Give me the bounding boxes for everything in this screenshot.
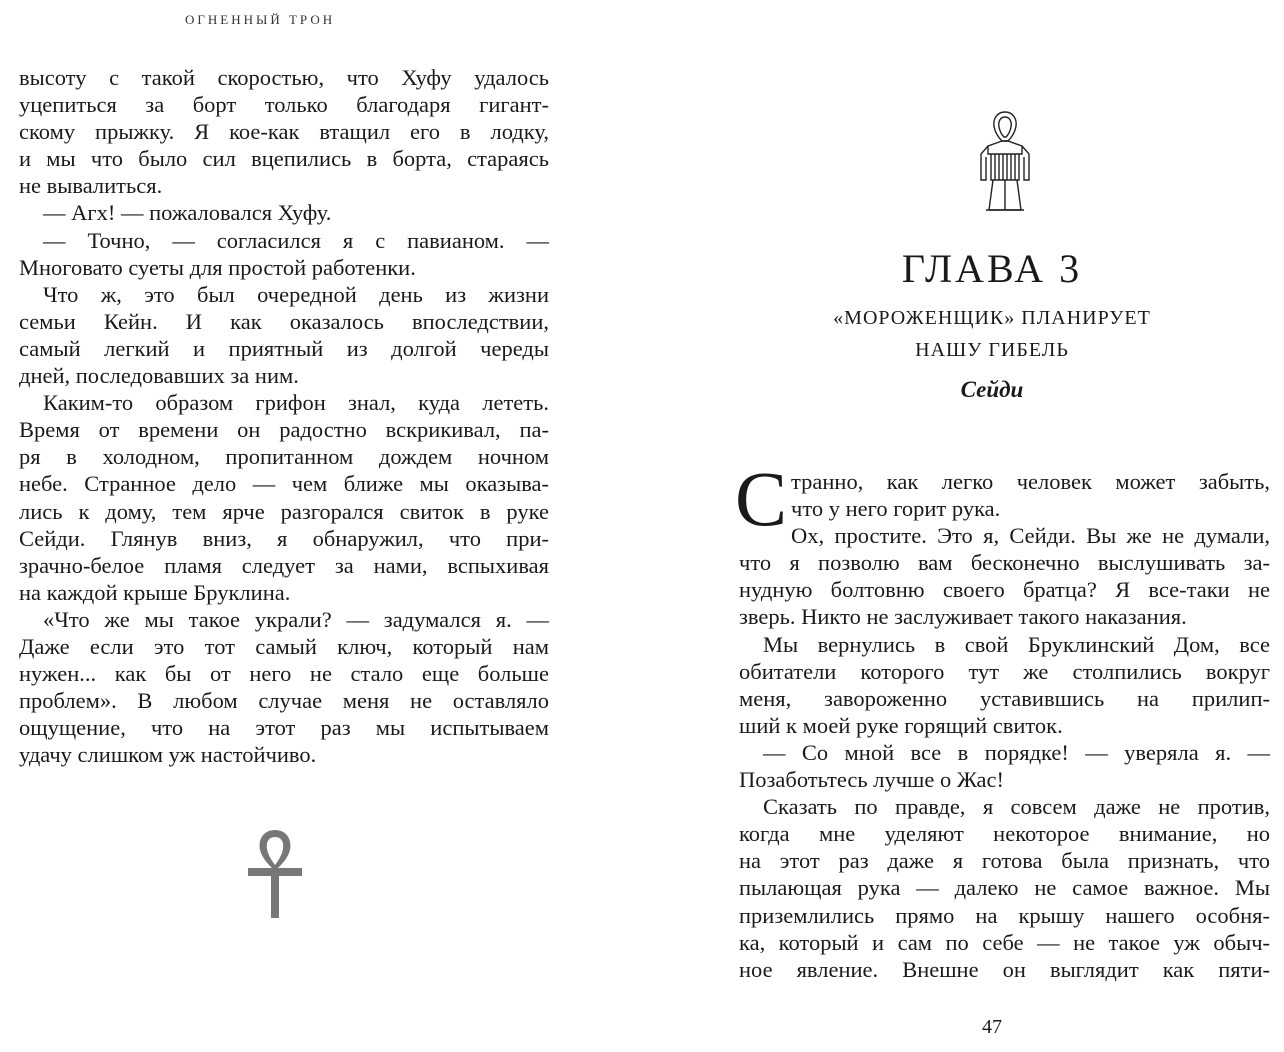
text-line: Каким-то образом грифон знал, куда лететь. <box>43 390 549 416</box>
text-line: обитатели которого тут же столпились вокруг <box>739 658 1270 684</box>
text-line: ря в холодном, пропитанном дождем ночном <box>19 444 549 470</box>
right-body-text <box>735 455 1270 983</box>
right-page <box>700 0 1284 1052</box>
text-line: Что ж, это был очередной день из жизни <box>43 281 549 307</box>
text-line: удачу слишком уж настойчиво. <box>19 742 317 768</box>
goddess-figure-icon <box>978 110 1032 214</box>
text-line: уцепиться за борт только благодаря гигант- <box>19 92 549 118</box>
text-line: не вывалиться. <box>19 173 163 199</box>
ankh-icon <box>246 826 304 920</box>
text-line: Позаботьтесь лучше о Жас! <box>739 767 1004 793</box>
text-line: на каждой крыше Бруклина. <box>19 579 291 605</box>
text-line: небе. Странное дело — чем ближе мы оказыва- <box>19 471 549 497</box>
text-line: на этот раз даже я готова была признать, что <box>739 848 1270 874</box>
text-line: — Точно, — согласился я с павианом. — <box>43 227 549 253</box>
text-line: — Со мной все в порядке! — уверяла я. — <box>763 739 1270 765</box>
text-line: скому прыжку. Я кое-как втащил его в лодку, <box>19 119 549 145</box>
drop-cap: С <box>735 455 788 542</box>
left-body-text <box>19 64 549 768</box>
text-line: Многовато суеты для простой работенки. <box>19 254 416 280</box>
text-line: что у него горит рука. <box>791 496 1001 522</box>
text-line: семьи Кейн. И как оказалось впоследствии, <box>19 308 549 334</box>
page-number: 47 <box>982 1016 1002 1038</box>
text-line: ка, который и сам по себе — не такое уж обыч- <box>739 929 1270 955</box>
text-line: зрачно-белое пламя следует за нами, вспыхивая <box>19 552 549 578</box>
text-line: транно, как легко человек может забыть, <box>791 469 1270 494</box>
text-line: приземлились прямо на крышу нашего особня- <box>739 902 1270 928</box>
text-line: «Что же мы такое украли? — задумался я. — <box>43 606 549 632</box>
text-line: зверь. Никто не заслуживает такого наказания. <box>739 604 1187 630</box>
text-line: когда мне уделяют некоторое внимание, но <box>739 821 1270 847</box>
text-line: дней, последовавших за ним. <box>19 363 299 389</box>
text-line: ощущение, что на этот раз мы испытываем <box>19 715 549 741</box>
chapter-narrator: Сейди <box>960 377 1024 402</box>
text-line: пылающая рука — далеко не самое важное. Мы <box>739 875 1270 901</box>
text-line: и мы что было сил вцепились в борта, стараясь <box>19 146 549 172</box>
text-line: Время от времени он радостно вскрикивал, па- <box>19 417 549 443</box>
chapter-title: ГЛАВА 3 <box>901 246 1083 291</box>
left-page <box>0 0 600 1052</box>
text-line: — Агх! — пожаловался Хуфу. <box>43 200 332 226</box>
text-line: самый легкий и приятный из долгой череды <box>19 335 549 361</box>
subtitle-line: «МОРОЖЕНЩИК» ПЛАНИРУЕТ <box>833 307 1151 329</box>
text-line: меня, завороженно уставившись на прилип- <box>739 685 1270 711</box>
text-line: нудную болтовню своего братца? Я все-таки не <box>739 577 1270 603</box>
text-line: лись к дому, тем ярче разгорался свиток в руке <box>19 498 549 524</box>
text-line: что я позволю вам бесконечно выслушивать за- <box>739 550 1270 576</box>
text-line: высоту с такой скоростью, что Хуфу удалось <box>19 65 549 90</box>
text-line: Сейди. Глянув вниз, я обнаружил, что при- <box>19 525 549 551</box>
text-line: Сказать по правде, я совсем даже не против, <box>763 794 1270 820</box>
text-line: ное явление. Внешне он выглядит как пяти- <box>739 956 1270 982</box>
text-line: Даже если это тот самый ключ, который нам <box>19 633 549 659</box>
running-head: ОГНЕННЫЙ ТРОН <box>185 12 336 27</box>
text-line: Ох, простите. Это я, Сейди. Вы же не думали, <box>791 523 1270 549</box>
subtitle-line: НАШУ ГИБЕЛЬ <box>915 339 1069 361</box>
text-line: нужен... как бы от него не стало еще больше <box>19 661 549 687</box>
chapter-subtitle <box>700 302 1284 366</box>
text-line: ший к моей руке горящий свиток. <box>739 712 1063 738</box>
text-line: проблем». В любом случае меня не оставляло <box>19 688 549 714</box>
text-line: Мы вернулись в свой Бруклинский Дом, все <box>763 631 1270 657</box>
